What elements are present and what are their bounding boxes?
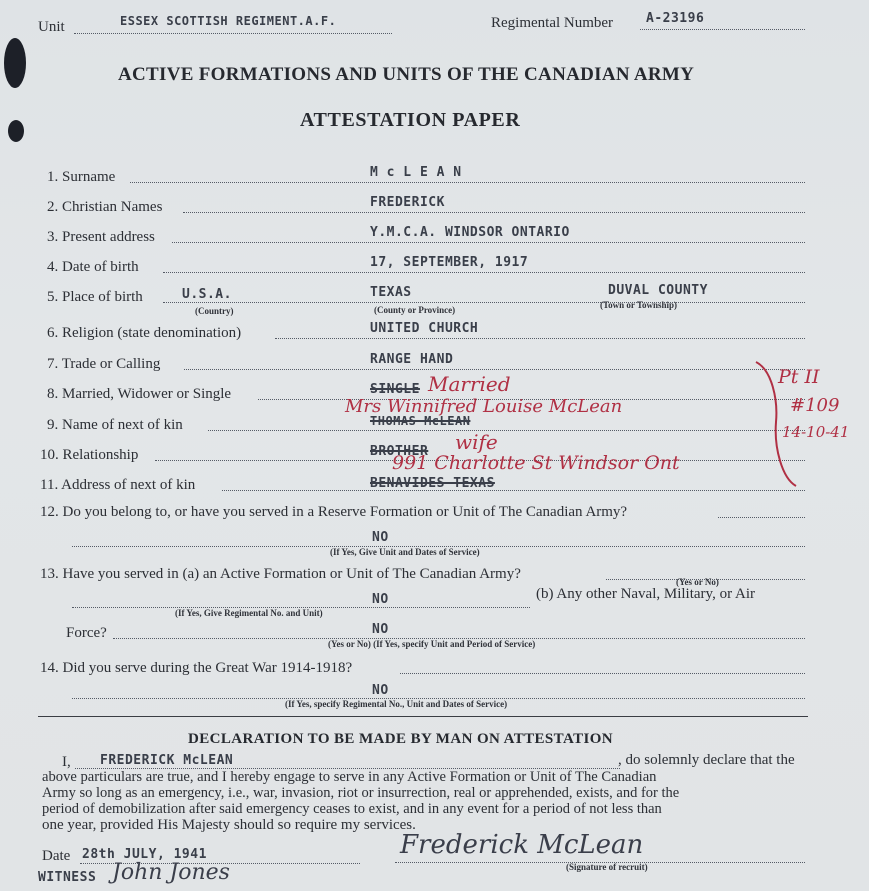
- kin-address-label: 11. Address of next of kin: [40, 477, 196, 493]
- country-caption: (Country): [195, 306, 234, 316]
- form-title: ACTIVE FORMATIONS AND UNITS OF THE CANADIAN ARMY: [118, 64, 695, 85]
- town-caption: (Town or Township): [600, 300, 678, 310]
- signature-caption: (Signature of recruit): [566, 862, 648, 872]
- declaration-line1-end: , do solemnly declare that the: [618, 752, 795, 768]
- marital-status-typed-struck: SINGLE: [370, 382, 420, 397]
- marital-status-label: 8. Married, Widower or Single: [47, 386, 232, 402]
- trade-label: 7. Trade or Calling: [47, 356, 161, 372]
- declaration-i: I,: [62, 754, 71, 770]
- date-of-birth-value: 17, SEPTEMBER, 1917: [370, 255, 529, 270]
- question-13a-answer: NO: [372, 592, 389, 607]
- regimental-number-value: A-23196: [646, 11, 705, 26]
- margin-note-line2: #109: [790, 395, 840, 416]
- margin-note-line1: Pt II: [778, 366, 820, 388]
- question-12-text: 12. Do you belong to, or have you served in a Reserve Formation or Unit of The Canadian Army?: [40, 504, 628, 520]
- date-value: 28th JULY, 1941: [82, 847, 207, 862]
- next-of-kin-handwritten: Mrs Winnifred Louise McLean: [345, 396, 623, 417]
- declaration-line4: period of demobilization after said emergency ceases to exist, and in any event for a period of not less than: [42, 801, 662, 817]
- surname-value: M c L E A N: [370, 165, 462, 180]
- regimental-number-label: Regimental Number: [491, 15, 614, 31]
- question-14-text: 14. Did you serve during the Great War 1914-1918?: [40, 660, 353, 676]
- christian-names-label: 2. Christian Names: [47, 199, 163, 215]
- place-of-birth-town: DUVAL COUNTY: [608, 283, 708, 298]
- date-label: Date: [42, 848, 71, 864]
- question-14-answer: NO: [372, 683, 389, 698]
- unit-label: Unit: [38, 19, 65, 35]
- place-of-birth-county: TEXAS: [370, 285, 412, 300]
- date-of-birth-label: 4. Date of birth: [47, 259, 139, 275]
- county-caption: (County or Province): [374, 305, 456, 315]
- question-13-yes-no-caption: (Yes or No): [676, 577, 719, 587]
- next-of-kin-typed-struck: THOMAS McLEAN: [370, 414, 471, 428]
- section-divider: [38, 716, 808, 717]
- witness-signature: John Jones: [112, 860, 230, 885]
- next-of-kin-label: 9. Name of next of kin: [47, 417, 183, 433]
- binder-hole-bottom: [8, 120, 24, 142]
- place-of-birth-label: 5. Place of birth: [47, 289, 143, 305]
- relationship-label: 10. Relationship: [40, 447, 139, 463]
- relationship-typed-struck: BROTHER: [370, 444, 429, 459]
- relationship-handwritten: wife: [455, 430, 498, 454]
- surname-label: 1. Surname: [47, 169, 116, 185]
- present-address-value: Y.M.C.A. WINDSOR ONTARIO: [370, 225, 570, 240]
- margin-note-line3: 14-10-41: [782, 423, 850, 441]
- form-subtitle: ATTESTATION PAPER: [300, 109, 521, 131]
- declaration-name: FREDERICK McLEAN: [100, 753, 234, 768]
- question-14-caption: (If Yes, specify Regimental No., Unit and Dates of Service): [285, 699, 508, 709]
- declaration-line2: above particulars are true, and I hereby engage to serve in any Active Formation or Unit of The Canadian: [42, 769, 657, 785]
- kin-address-handwritten: 991 Charlotte St Windsor Ont: [392, 452, 680, 474]
- declaration-heading: DECLARATION TO BE MADE BY MAN ON ATTESTATION: [188, 731, 614, 747]
- place-of-birth-country: U.S.A.: [182, 287, 232, 302]
- declaration-line5: one year, provided His Majesty should so require my services.: [42, 817, 416, 833]
- christian-names-value: FREDERICK: [370, 195, 445, 210]
- question-13b-text: (b) Any other Naval, Military, or Air: [536, 586, 755, 602]
- trade-value: RANGE HAND: [370, 352, 454, 367]
- religion-value: UNITED CHURCH: [370, 321, 479, 336]
- question-13-text: 13. Have you served in (a) an Active Formation or Unit of The Canadian Army?: [40, 566, 521, 582]
- religion-label: 6. Religion (state denomination): [47, 325, 242, 341]
- question-12-caption: (If Yes, Give Unit and Dates of Service): [330, 547, 480, 557]
- declaration-line3: Army so long as an emergency, i.e., war, invasion, riot or insurrection, real or apprehended, exists, and for the: [42, 785, 680, 801]
- question-13b-caption: (Yes or No) (If Yes, specify Unit and Period of Service): [328, 639, 536, 649]
- kin-address-typed-struck: BENAVIDES TEXAS: [370, 476, 495, 491]
- unit-value: ESSEX SCOTTISH REGIMENT.A.F.: [120, 14, 337, 28]
- present-address-label: 3. Present address: [47, 229, 155, 245]
- question-13-force-label: Force?: [66, 625, 107, 641]
- witness-label: WITNESS: [38, 870, 97, 885]
- question-12-answer: NO: [372, 530, 389, 545]
- binder-hole-top: [4, 38, 26, 88]
- recruit-signature: Frederick McLean: [400, 830, 644, 860]
- marital-status-handwritten: Married: [428, 372, 511, 396]
- question-13b-answer: NO: [372, 622, 389, 637]
- question-13a-caption: (If Yes, Give Regimental No. and Unit): [175, 608, 323, 618]
